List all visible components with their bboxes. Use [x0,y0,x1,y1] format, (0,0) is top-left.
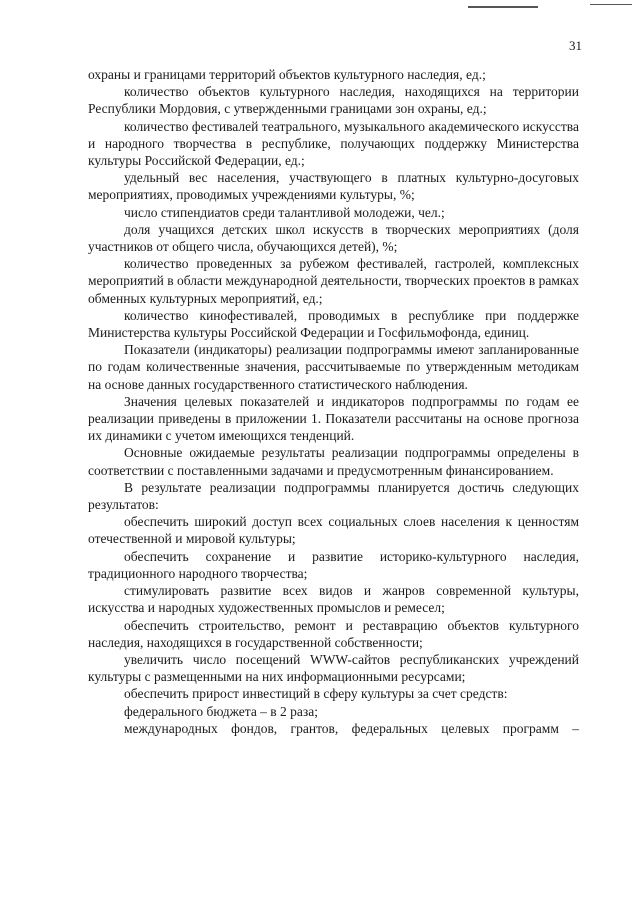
paragraph: число стипендиатов среди талантливой молодежи, чел.; [124,204,445,220]
paragraph: стимулировать развитие всех видов и жанров современной культуры, искусства и народных художественных промыслов и ремесел; [88,583,579,616]
paragraph: количество кинофестивалей, проводимых в республике при поддержке Министерства культуры Российской Федерации и Госфильмофонда, единиц. [88,307,579,341]
paragraph: международных фондов, грантов, федеральных целевых программ – [124,720,579,736]
document-body [88,66,579,737]
paragraph: количество проведенных за рубежом фестивалей, гастролей, комплексных мероприятий в области международной деятельности, творческих проектов в рамках обменных культурных мероприятий, ед.; [88,256,579,306]
page-number: 31 [569,38,582,53]
paragraph: В результате реализации подпрограммы планируется достичь следующих результатов: [88,479,579,513]
paragraph: обеспечить прирост инвестиций в сферу культуры за счет средств: [124,686,508,702]
scan-artifact-mark [590,4,632,5]
paragraph: Значения целевых показателей и индикаторов подпрограммы по годам ее реализации приведены в приложении 1. Показатели рассчитаны на основе прогноза их динамики с учетом имеющихся тенденций. [88,393,579,444]
paragraph: обеспечить сохранение и развитие историко-культурного наследия, традиционного народного творчества; [88,548,579,581]
paragraph: количество объектов культурного наследия, находящихся на территории Республики Мордовия, с утвержденными границами зон охраны, ед.; [88,84,579,117]
paragraph: удельный вес населения, участвующего в платных культурно-досуговых мероприятиях, проводимых учреждениями культуры, %; [88,170,579,203]
paragraph: количество фестивалей театрального, музыкального академического искусства и народного творчества в республике, получающих поддержку Министерства культуры Российской Федерации, ед.; [88,118,579,169]
paragraph: обеспечить строительство, ремонт и реставрацию объектов культурного наследия, находящихся в государственной собственности; [88,617,579,650]
paragraph: Показатели (индикаторы) реализации подпрограммы имеют запланированные по годам количественные значения, рассчитываемые по утвержденным методикам на основе данных государственного статистического наблюдения. [88,342,579,392]
paragraph: обеспечить широкий доступ всех социальных слоев населения к ценностям отечественной и мировой культуры; [88,514,579,547]
scan-artifact-mark [468,6,538,8]
paragraph: увеличить число посещений WWW-сайтов республиканских учреждений культуры с размещенными на них информационными ресурсами; [88,651,579,685]
paragraph: доля учащихся детских школ искусств в творческих мероприятиях (доля участников от общего числа, обучающихся детей), %; [88,221,579,255]
paragraph: Основные ожидаемые результаты реализации подпрограммы определены в соответствии с поставленными задачами и предусмотренным финансированием. [88,445,579,478]
paragraph: федерального бюджета – в 2 раза; [124,703,319,719]
paragraph: охраны и границами территорий объектов культурного наследия, ед.; [88,67,486,82]
